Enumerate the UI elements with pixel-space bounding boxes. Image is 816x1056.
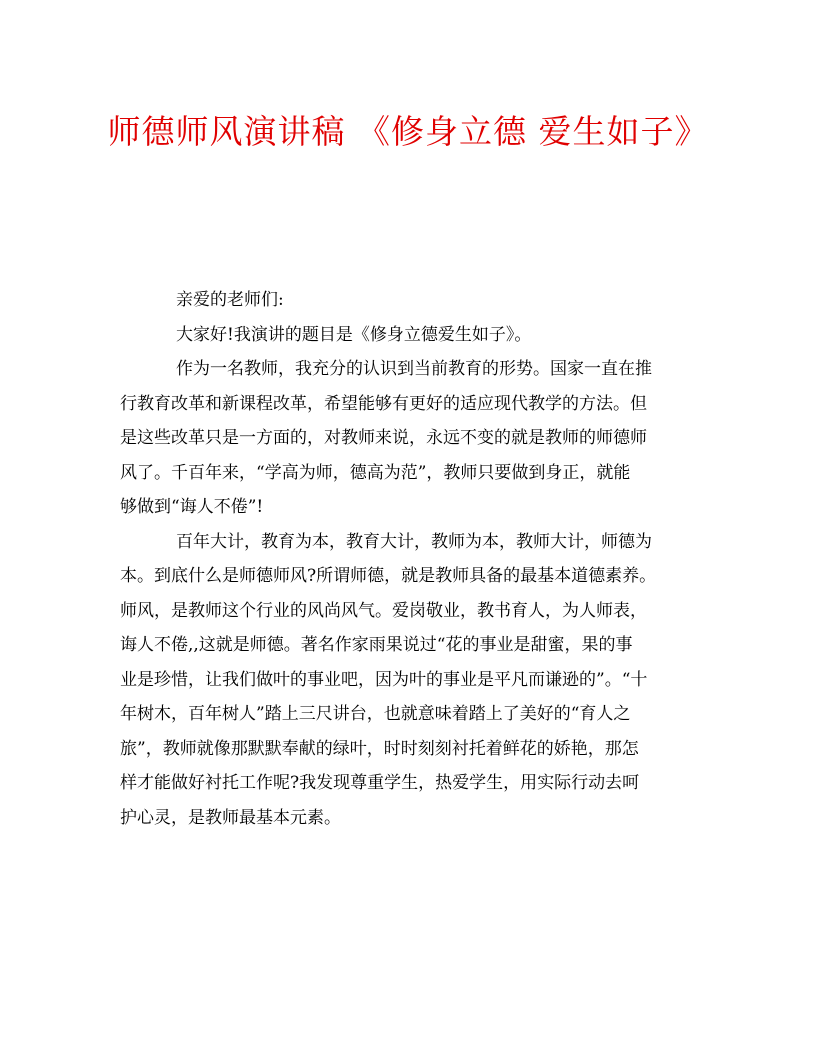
body-line: 作为一名教师，我充分的认识到当前教育的形势。国家一直在推 [176,359,652,379]
body-line: 百年大计，教育为本，教育大计，教师为本，教师大计，师德为 [176,531,652,552]
body-line: 年树木，百年树人”踏上三尺讲台，也就意味着踏上了美好的“育人之 [120,704,631,724]
body-line: 护心灵，是教师最基本元素。 [120,807,341,828]
body-line: 是这些改革只是一方面的，对教师来说，永远不变的就是教师的师德师 [120,428,647,448]
document-body [120,287,698,839]
body-line-salutation: 亲爱的老师们: [176,290,284,310]
body-line-greeting: 大家好!我演讲的题目是《修身立德爱生如子》。 [176,324,532,345]
body-line: 旅”，教师就像那默默奉献的绿叶，时时刻刻衬托着鲜花的娇艳，那怎 [120,738,639,759]
document-title: 师德师风演讲稿 《修身立德 爱生如子》 [107,112,709,151]
body-line: 够做到“诲人不倦”! [120,497,264,517]
body-line: 样才能做好衬托工作呢?我发现尊重学生，热爱学生，用实际行动去呵 [120,773,640,793]
body-line: 业是珍惜，让我们做叶的事业吧，因为叶的事业是平凡而谦逊的”。“十 [120,669,648,690]
body-line: 行教育改革和新课程改革，希望能够有更好的适应现代教学的方法。但 [120,393,647,414]
body-line: 本。到底什么是师德师风?所谓师德，就是教师具备的最基本道德素养。 [120,566,657,586]
body-line: 诲人不倦,,这就是师德。著名作家雨果说过“花的事业是甜蜜，果的事 [120,635,633,655]
body-line: 风了。千百年来，“学高为师，德高为范”，教师只要做到身正，就能 [120,462,631,483]
body-line: 师风，是教师这个行业的风尚风气。爱岗敬业，教书育人，为人师表， [120,600,647,621]
